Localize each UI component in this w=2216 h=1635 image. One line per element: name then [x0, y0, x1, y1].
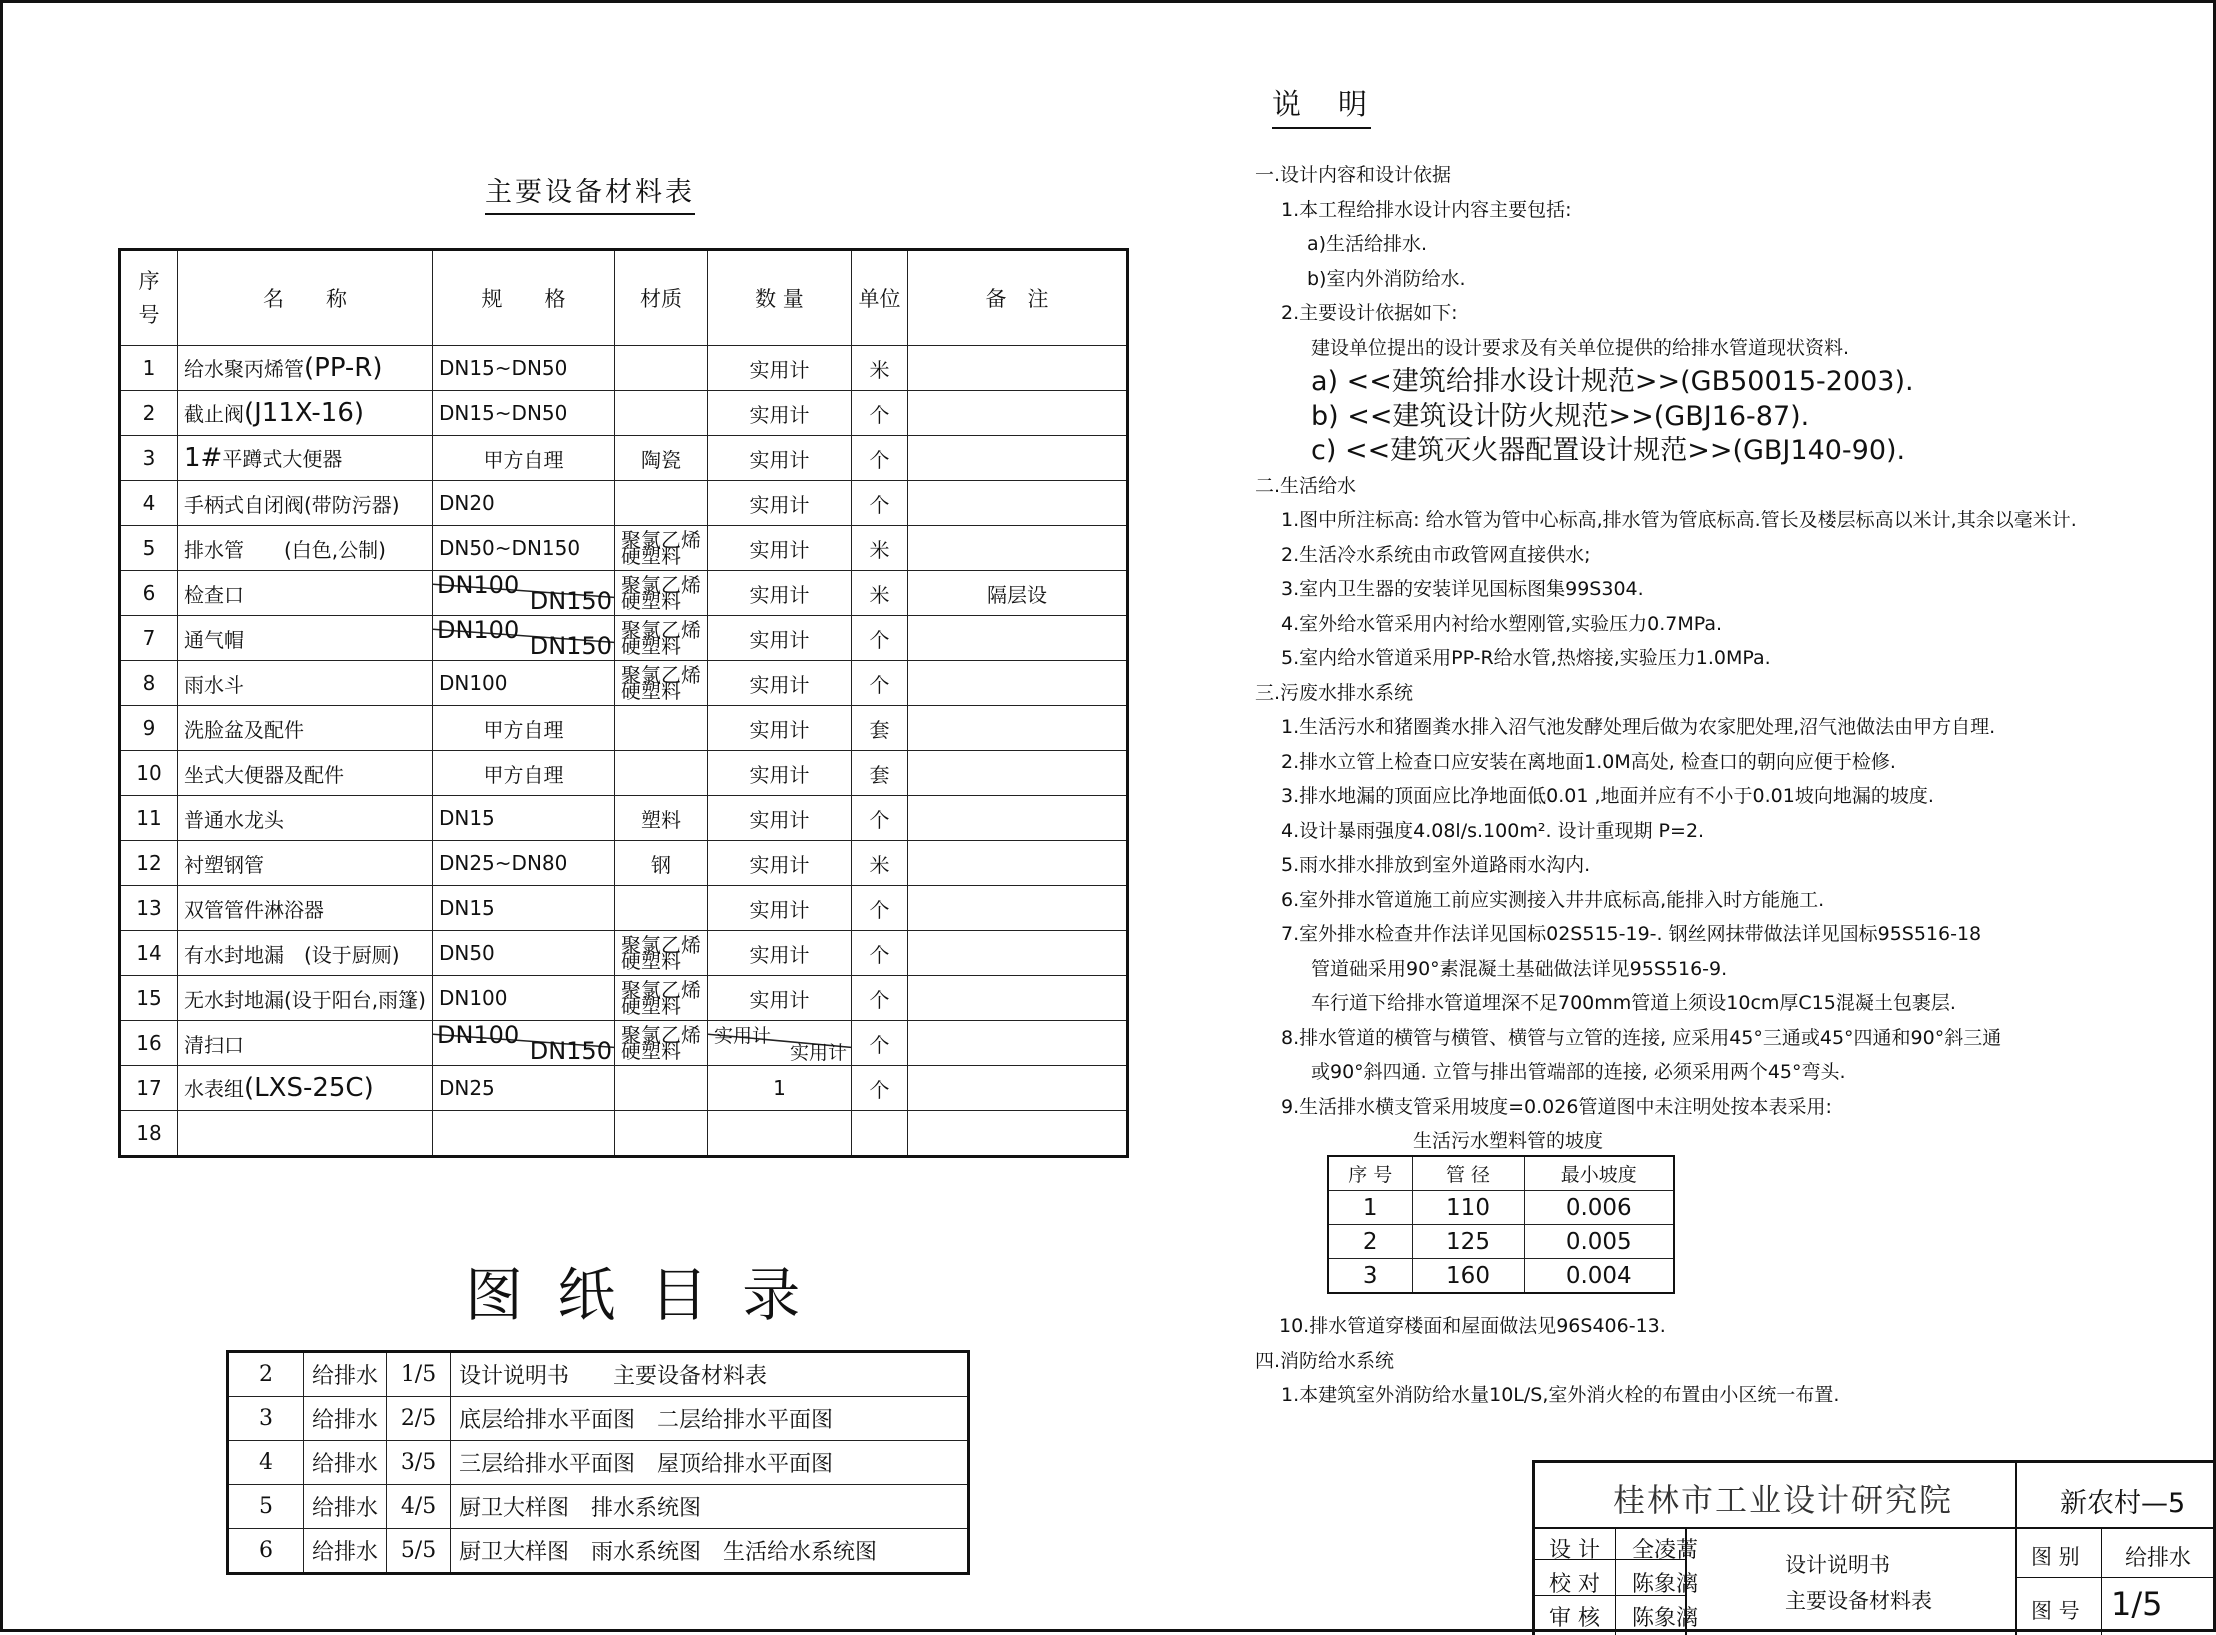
item-unit: 套 [851, 751, 907, 796]
row-number: 16 [120, 1021, 178, 1066]
item-name-suffix: (LXS-25C) [244, 1073, 374, 1103]
table-row [120, 796, 1128, 841]
item-material: 钢 [614, 841, 707, 886]
item-note [907, 751, 1127, 796]
item-name-text: 洗脸盆及配件 [184, 717, 304, 742]
item-note [907, 706, 1127, 751]
row-number: 7 [120, 616, 178, 661]
design-name: 全凌蒿 [1632, 1538, 1699, 1563]
drawing-no: 4 [228, 1441, 304, 1485]
header-note: 备 注 [907, 250, 1127, 346]
item-name-text: 普通水龙头 [184, 807, 284, 832]
review-name: 陈象漓 [1632, 1606, 1699, 1631]
table-row [120, 751, 1128, 796]
note-1-2b: b) <<建筑设计防火规范>>(GBJ16-87). [1311, 400, 1810, 432]
item-note [907, 796, 1127, 841]
drawing-title-line1: 设计说明书 [1785, 1553, 1890, 1577]
item-spec: 甲方自理 [432, 706, 614, 751]
row-number: 9 [120, 706, 178, 751]
item-note [907, 976, 1127, 1021]
item-quantity [707, 1021, 851, 1066]
note-3-2: 2.排水立管上检查口应安装在离地面1.0M高处, 检查口的朝向应便于检修. [1281, 750, 1896, 773]
drawing-category: 给排水 [304, 1352, 387, 1397]
item-spec [432, 571, 614, 616]
item-name [178, 841, 433, 886]
item-name [178, 976, 433, 1021]
item-quantity: 1 [707, 1066, 851, 1111]
section-4-heading: 四.消防给水系统 [1255, 1349, 1395, 1372]
item-name-text: 截止阀 [184, 402, 244, 426]
table-header-row [120, 250, 1128, 346]
item-note [907, 886, 1127, 931]
slope-table [1327, 1155, 1675, 1294]
item-note [907, 661, 1127, 706]
item-name-text: 坐式大便器及配件 [184, 762, 344, 787]
item-quantity: 实用计 [707, 796, 851, 841]
item-unit: 个 [851, 886, 907, 931]
drawing-content: 设计说明书 主要设备材料表 [451, 1352, 969, 1397]
item-unit: 个 [851, 481, 907, 526]
item-material: 聚氯乙烯 硬塑料 [614, 661, 707, 706]
item-name [178, 616, 433, 661]
slope-cell: 2 [1328, 1225, 1412, 1259]
item-quantity: 实用计 [707, 841, 851, 886]
note-3-1: 1.生活污水和猪圈粪水排入沼气池发酵处理后做为农家肥处理,沼气池做法由甲方自理. [1281, 716, 1996, 738]
row-number: 12 [120, 841, 178, 886]
drawing-page: 1/5 [387, 1352, 451, 1397]
item-name [178, 391, 433, 436]
notes-body [1255, 158, 2077, 1159]
drawings-table [226, 1350, 970, 1575]
table-row [120, 931, 1128, 976]
note-3-3: 3.排水地漏的顶面应比净地面低0.01 ,地面并应有不小于0.01坡向地漏的坡度. [1281, 785, 1934, 807]
drawing-content: 厨卫大样图 雨水系统图 生活给水系统图 [451, 1529, 969, 1574]
item-spec-a: DN100 [436, 616, 520, 644]
drawing-content: 底层给排水平面图 二层给排水平面图 [451, 1397, 969, 1441]
row-number: 2 [120, 391, 178, 436]
item-unit: 套 [851, 706, 907, 751]
item-spec-a: DN100 [436, 1021, 520, 1049]
item-name [178, 706, 433, 751]
item-quantity [707, 1111, 851, 1157]
item-unit: 个 [851, 1021, 907, 1066]
header-spec: 规 格 [432, 250, 614, 346]
item-spec: DN20 [432, 481, 614, 526]
header-unit: 单位 [851, 250, 907, 346]
table-row [120, 886, 1128, 931]
category-value: 给排水 [2125, 1546, 2192, 1571]
materials-title: 主要设备材料表 [485, 170, 695, 215]
item-spec-b: DN150 [529, 1037, 612, 1065]
slope-header: 最小坡度 [1524, 1156, 1674, 1191]
item-name-text: 清扫口 [184, 1032, 244, 1057]
slope-cell: 110 [1412, 1191, 1524, 1225]
drawings-body [228, 1352, 969, 1574]
item-name [178, 436, 433, 481]
item-quantity: 实用计 [707, 526, 851, 571]
item-quantity-a: 实用计 [713, 1025, 771, 1047]
notes-title: 说 明 [1272, 82, 1371, 129]
slope-table-caption: 生活污水塑料管的坡度 [1413, 1130, 1604, 1152]
note-1-1b: b)室内外消防给水. [1307, 267, 1466, 290]
table-row [228, 1485, 969, 1529]
note-3-6: 6.室外排水管道施工前应实测接入井井底标高,能排入时方能施工. [1281, 888, 1825, 911]
item-note [907, 1111, 1127, 1157]
note-3-7b: 管道础采用90°素混凝土基础做法详见95S516-9. [1311, 957, 1728, 980]
table-row [120, 391, 1128, 436]
item-spec: DN25~DN80 [432, 841, 614, 886]
note-2-2: 2.生活冷水系统由市政管网直接供水; [1281, 543, 1591, 566]
slope-cell: 0.006 [1524, 1191, 1674, 1225]
table-row [120, 526, 1128, 571]
note-3-10: 10.排水管道穿楼面和屋面做法见96S406-13. [1279, 1315, 1666, 1337]
slope-header: 管 径 [1412, 1156, 1524, 1191]
table-row [120, 976, 1128, 1021]
item-note [907, 346, 1127, 391]
section-3-heading: 三.污废水排水系统 [1255, 681, 1414, 704]
item-spec: DN15 [432, 886, 614, 931]
item-unit: 米 [851, 841, 907, 886]
drawing-content: 厨卫大样图 排水系统图 [451, 1485, 969, 1529]
table-row [120, 841, 1128, 886]
row-number: 18 [120, 1111, 178, 1157]
slope-body [1328, 1156, 1674, 1293]
row-number: 5 [120, 526, 178, 571]
drawing-page: 3/5 [387, 1441, 451, 1485]
table-row [120, 436, 1128, 481]
item-material: 聚氯乙烯 硬塑料 [614, 616, 707, 661]
item-quantity: 实用计 [707, 436, 851, 481]
table-row [1328, 1225, 1674, 1259]
item-name [178, 346, 433, 391]
item-name [178, 661, 433, 706]
item-name-text: 雨水斗 [184, 672, 244, 697]
row-number: 10 [120, 751, 178, 796]
item-material: 陶瓷 [614, 436, 707, 481]
note-2-1: 1.图中所注标高: 给水管为管中心标高,排水管为管底标高.管长及楼层标高以米计,其余以毫米计. [1281, 509, 2077, 531]
table-row [1328, 1191, 1674, 1225]
item-note [907, 481, 1127, 526]
drawing-category: 给排水 [304, 1485, 387, 1529]
design-label: 设 计 [1549, 1538, 1600, 1563]
item-note [907, 391, 1127, 436]
item-quantity: 实用计 [707, 481, 851, 526]
check-label: 校 对 [1549, 1572, 1600, 1597]
item-spec: DN100 [432, 661, 614, 706]
item-name [178, 931, 433, 976]
item-unit: 个 [851, 1066, 907, 1111]
drawing-page: 2/5 [387, 1397, 451, 1441]
item-name-text: 排水管 (白色,公制) [184, 537, 386, 562]
item-name-prefix: 1# [184, 443, 223, 473]
note-4-1: 1.本建筑室外消防给水量10L/S,室外消火栓的布置由小区统一布置. [1281, 1384, 1840, 1406]
table-row [120, 571, 1128, 616]
item-name-text: 平蹲式大便器 [222, 447, 343, 471]
slope-header-row [1328, 1156, 1674, 1191]
slope-cell: 0.005 [1524, 1225, 1674, 1259]
item-material [614, 1111, 707, 1157]
item-material: 聚氯乙烯 硬塑料 [614, 1021, 707, 1066]
item-name [178, 751, 433, 796]
item-quantity: 实用计 [707, 706, 851, 751]
item-unit: 个 [851, 436, 907, 481]
section-2-heading: 二.生活给水 [1255, 474, 1357, 497]
item-unit [851, 1111, 907, 1157]
item-name [178, 1021, 433, 1066]
item-quantity-b: 实用计 [789, 1042, 847, 1064]
item-spec: DN25 [432, 1066, 614, 1111]
item-material: 聚氯乙烯 硬塑料 [614, 526, 707, 571]
note-1-2x: 建设单位提出的设计要求及有关单位提供的给排水管道现状资料. [1311, 336, 1850, 359]
note-1-2: 2.主要设计依据如下: [1281, 302, 1458, 324]
item-spec: DN15~DN50 [432, 346, 614, 391]
category-label: 图 别 [2031, 1545, 2080, 1569]
table-row [120, 1066, 1128, 1111]
item-quantity: 实用计 [707, 346, 851, 391]
drawings-title: 图 纸 目 录 [465, 1261, 809, 1329]
item-name [178, 526, 433, 571]
item-quantity: 实用计 [707, 661, 851, 706]
table-row [1328, 1259, 1674, 1294]
drawing-category: 给排水 [304, 1397, 387, 1441]
slope-cell: 160 [1412, 1259, 1524, 1294]
item-quantity: 实用计 [707, 571, 851, 616]
table-row [120, 481, 1128, 526]
note-3-8b: 或90°斜四通. 立管与排出管端部的连接, 必须采用两个45°弯头. [1311, 1061, 1846, 1083]
item-spec: DN15 [432, 796, 614, 841]
note-2-5: 5.室内给水管道采用PP-R给水管,热熔接,实验压力1.0MPa. [1281, 647, 1771, 669]
drawing-content: 三层给排水平面图 屋顶给排水平面图 [451, 1441, 969, 1485]
note-3-8: 8.排水管道的横管与横管、横管与立管的连接, 应采用45°三通或45°四通和90°斜三通 [1281, 1026, 2002, 1049]
materials-table [118, 248, 1129, 1158]
table-row [120, 706, 1128, 751]
item-material [614, 481, 707, 526]
item-name-suffix: (J11X-16) [244, 398, 365, 428]
item-material: 聚氯乙烯 硬塑料 [614, 931, 707, 976]
note-2-3: 3.室内卫生器的安装详见国标图集99S304. [1281, 578, 1644, 600]
slope-cell: 125 [1412, 1225, 1524, 1259]
slope-cell: 0.004 [1524, 1259, 1674, 1294]
item-material [614, 706, 707, 751]
row-number: 6 [120, 571, 178, 616]
review-label: 审 核 [1549, 1606, 1600, 1631]
item-note [907, 1021, 1127, 1066]
drawing-no: 5 [228, 1485, 304, 1529]
item-note [907, 616, 1127, 661]
item-spec [432, 1111, 614, 1157]
item-spec: DN15~DN50 [432, 391, 614, 436]
table-row [120, 616, 1128, 661]
note-3-9: 9.生活排水横支管采用坡度=0.026管道图中未注明处按本表采用: [1281, 1095, 1832, 1118]
item-spec: DN50~DN150 [432, 526, 614, 571]
table-row [120, 346, 1128, 391]
item-quantity: 实用计 [707, 976, 851, 1021]
drawing-no: 2 [228, 1352, 304, 1397]
item-spec [432, 1021, 614, 1066]
note-3-7: 7.室外排水检查井作法详见国标02S515-19-. 钢丝网抹带做法详见国标95S516-18 [1281, 923, 1982, 945]
item-name-text: 有水封地漏 (设于厨厕) [184, 942, 400, 967]
item-material: 聚氯乙烯 硬塑料 [614, 976, 707, 1021]
item-unit: 米 [851, 526, 907, 571]
header-material: 材质 [614, 250, 707, 346]
item-quantity: 实用计 [707, 751, 851, 796]
title-block [1532, 1460, 2216, 1635]
item-unit: 个 [851, 976, 907, 1021]
drawing-title-line2: 主要设备材料表 [1785, 1589, 1932, 1613]
item-material: 聚氯乙烯 硬塑料 [614, 571, 707, 616]
item-name-suffix: (PP-R) [304, 353, 383, 383]
item-material [614, 346, 707, 391]
item-note [907, 841, 1127, 886]
item-spec: DN50 [432, 931, 614, 976]
item-name-text: 双管管件淋浴器 [184, 897, 324, 922]
notes-body-lower [1255, 1309, 1839, 1413]
item-quantity: 实用计 [707, 886, 851, 931]
note-3-5: 5.雨水排水排放到室外道路雨水沟内. [1281, 854, 1591, 876]
header-quantity: 数 量 [707, 250, 851, 346]
item-name-text: 检查口 [184, 582, 244, 607]
item-name-text: 水表组 [184, 1077, 244, 1101]
item-material [614, 886, 707, 931]
note-1-1a: a)生活给排水. [1307, 233, 1428, 255]
slope-header: 序 号 [1328, 1156, 1412, 1191]
row-number: 14 [120, 931, 178, 976]
number-label: 图 号 [2031, 1599, 2080, 1623]
row-number: 4 [120, 481, 178, 526]
materials-body [120, 346, 1128, 1157]
note-1-2c: c) <<建筑灭火器配置设计规范>>(GBJ140-90). [1311, 435, 1906, 466]
drawing-category: 给排水 [304, 1441, 387, 1485]
item-unit: 个 [851, 661, 907, 706]
org-name: 桂林市工业设计研究院 [1613, 1481, 1954, 1519]
table-row [228, 1529, 969, 1574]
item-name [178, 571, 433, 616]
drawing-no: 3 [228, 1397, 304, 1441]
item-material [614, 391, 707, 436]
table-row [120, 1021, 1128, 1066]
note-3-7c: 车行道下给排水管道埋深不足700mm管道上须设10cm厚C15混凝土包裹层. [1311, 992, 1956, 1014]
item-name-text: 给水聚丙烯管 [184, 357, 304, 381]
note-2-4: 4.室外给水管采用内衬给水塑刚管,实验压力0.7MPa. [1281, 612, 1723, 635]
item-material [614, 1066, 707, 1111]
item-unit: 个 [851, 796, 907, 841]
item-name-text: 通气帽 [184, 627, 244, 652]
item-unit: 米 [851, 346, 907, 391]
item-name-text: 衬塑钢管 [184, 852, 264, 877]
item-spec: 甲方自理 [432, 436, 614, 481]
item-name-text: 无水封地漏(设于阳台,雨篷) [184, 987, 426, 1012]
header-seq: 序号 [120, 250, 178, 346]
drawing-page: 5/5 [387, 1529, 451, 1574]
item-spec-a: DN100 [436, 571, 520, 599]
item-spec [432, 616, 614, 661]
item-unit: 个 [851, 931, 907, 976]
item-note [907, 1066, 1127, 1111]
table-row [228, 1352, 969, 1397]
header-name: 名 称 [178, 250, 433, 346]
row-number: 13 [120, 886, 178, 931]
item-name [178, 1111, 433, 1157]
item-quantity: 实用计 [707, 391, 851, 436]
note-3-4: 4.设计暴雨强度4.08l/s.100m². 设计重现期 P=2. [1281, 819, 1705, 842]
item-spec-b: DN150 [529, 632, 612, 660]
item-spec: DN100 [432, 976, 614, 1021]
row-number: 3 [120, 436, 178, 481]
table-row [228, 1397, 969, 1441]
item-name-text: 手柄式自闭阀(带防污器) [184, 492, 400, 517]
item-unit: 个 [851, 616, 907, 661]
item-spec-b: DN150 [529, 587, 612, 615]
item-unit: 个 [851, 391, 907, 436]
item-name [178, 1066, 433, 1111]
item-quantity: 实用计 [707, 931, 851, 976]
item-spec: 甲方自理 [432, 751, 614, 796]
section-1-heading: 一.设计内容和设计依据 [1255, 164, 1452, 186]
item-note [907, 436, 1127, 481]
slope-cell: 3 [1328, 1259, 1412, 1294]
drawing-page: 4/5 [387, 1485, 451, 1529]
table-row [120, 1111, 1128, 1157]
row-number: 17 [120, 1066, 178, 1111]
row-number: 1 [120, 346, 178, 391]
item-name [178, 481, 433, 526]
note-1-2a: a) <<建筑给排水设计规范>>(GB50015-2003). [1311, 366, 1914, 397]
drawing-category: 给排水 [304, 1529, 387, 1574]
item-note [907, 931, 1127, 976]
item-unit: 米 [851, 571, 907, 616]
drawing-no: 6 [228, 1529, 304, 1574]
table-row [120, 661, 1128, 706]
item-material [614, 751, 707, 796]
item-name [178, 886, 433, 931]
check-name: 陈象漓 [1632, 1572, 1699, 1597]
table-row [228, 1441, 969, 1485]
number-value: 1/5 [2111, 1585, 2163, 1623]
item-quantity: 实用计 [707, 616, 851, 661]
item-note [907, 526, 1127, 571]
slope-cell: 1 [1328, 1191, 1412, 1225]
row-number: 15 [120, 976, 178, 1021]
item-material: 塑料 [614, 796, 707, 841]
row-number: 11 [120, 796, 178, 841]
project-name: 新农村—5 [2060, 1488, 2186, 1519]
item-note: 隔层设 [907, 571, 1127, 616]
row-number: 8 [120, 661, 178, 706]
note-1-1: 1.本工程给排水设计内容主要包括: [1281, 198, 1572, 221]
item-name [178, 796, 433, 841]
